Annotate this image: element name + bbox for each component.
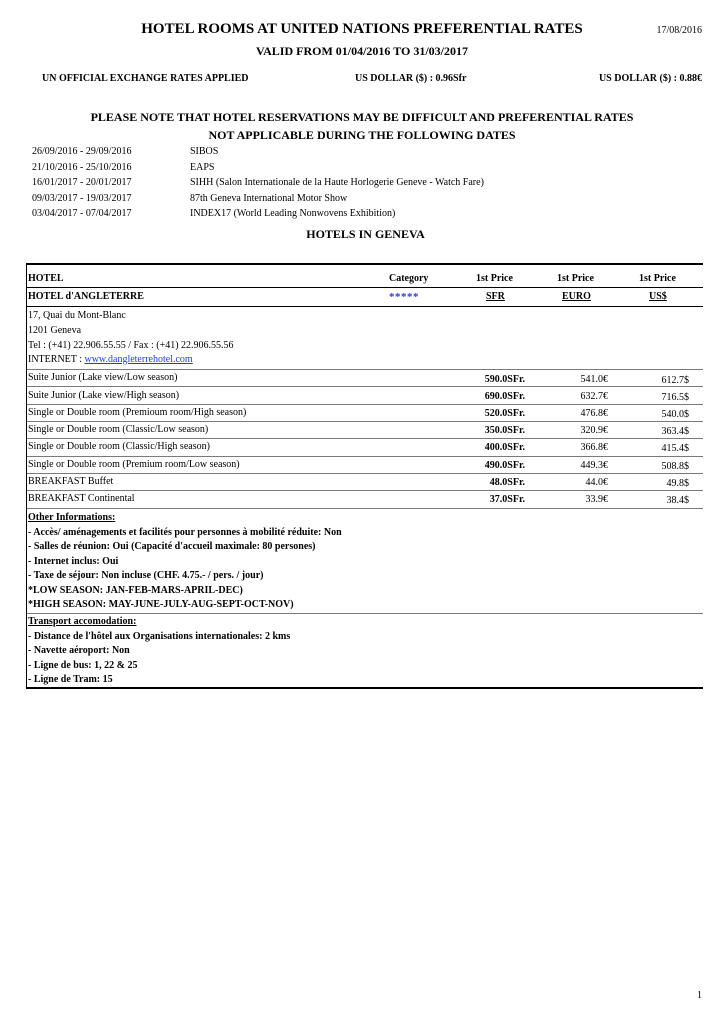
hotel-divider bbox=[27, 306, 703, 307]
room-price-usd: 540.0$ bbox=[661, 409, 689, 420]
room-price-usd: 363.4$ bbox=[661, 426, 689, 437]
room-price-eur: 366.8€ bbox=[580, 442, 608, 453]
page-title: HOTEL ROOMS AT UNITED NATIONS PREFERENTIAL RATES bbox=[141, 21, 583, 37]
room-price-usd: 38.4$ bbox=[666, 495, 689, 506]
exchange-rate-eur: US DOLLAR ($) : 0.88€ bbox=[598, 73, 702, 84]
event-name: INDEX17 (World Leading Nonwovens Exhibition) bbox=[190, 208, 396, 219]
room-price-eur: 449.3€ bbox=[580, 460, 608, 471]
transport-line: - Distance de l'hôtel aux Organisations internationales: 2 kms bbox=[28, 631, 291, 642]
room-price-sfr: 590.0SFr. bbox=[484, 374, 525, 385]
room-price-sfr: 490.0SFr. bbox=[484, 460, 525, 471]
room-price-sfr: 690.0SFr. bbox=[484, 391, 525, 402]
room-price-usd: 508.8$ bbox=[661, 461, 689, 472]
room-name: Single or Double room (Premium room/Low season) bbox=[28, 459, 240, 470]
notice-line-2: NOT APPLICABLE DURING THE FOLLOWING DATES bbox=[208, 128, 516, 142]
room-price-usd: 415.4$ bbox=[661, 443, 689, 454]
transport-heading: Transport accomodation: bbox=[28, 616, 137, 627]
room-name: Single or Double room (Classic/High season) bbox=[28, 441, 210, 452]
col-header-price-euro: 1st Price bbox=[557, 273, 594, 284]
room-price-usd: 716.5$ bbox=[661, 392, 689, 403]
room-price-sfr: 400.0SFr. bbox=[484, 442, 525, 453]
room-name: BREAKFAST Buffet bbox=[28, 476, 114, 487]
room-price-sfr: 48.0SFr. bbox=[489, 477, 525, 488]
room-price-sfr: 350.0SFr. bbox=[484, 425, 525, 436]
room-name: Suite Junior (Lake view/High season) bbox=[28, 390, 180, 401]
event-dates: 03/04/2017 - 07/04/2017 bbox=[32, 208, 132, 219]
row-divider bbox=[27, 456, 703, 457]
hotel-phone: Tel : (+41) 22.906.55.55 / Fax : (+41) 22.906.55.56 bbox=[28, 340, 234, 351]
hotel-address-city: 1201 Geneva bbox=[28, 325, 82, 336]
other-info-line: - Salles de réunion: Oui (Capacité d'accueil maximale: 80 persones) bbox=[28, 541, 316, 552]
event-name: EAPS bbox=[190, 162, 215, 173]
row-divider bbox=[27, 490, 703, 491]
header-divider bbox=[27, 287, 703, 288]
col-header-hotel: HOTEL bbox=[28, 273, 64, 284]
notice-line-1: PLEASE NOTE THAT HOTEL RESERVATIONS MAY BE DIFFICULT AND PREFERENTIAL RATES bbox=[90, 110, 634, 124]
row-divider bbox=[27, 421, 703, 422]
transport-line: - Ligne de Tram: 15 bbox=[28, 674, 113, 685]
section-title: HOTELS IN GENEVA bbox=[306, 227, 425, 241]
room-name: Suite Junior (Lake view/Low season) bbox=[28, 372, 178, 383]
room-price-usd: 49.8$ bbox=[666, 478, 689, 489]
event-name: 87th Geneva International Motor Show bbox=[190, 193, 348, 204]
page-number: 1 bbox=[697, 990, 702, 1001]
hotel-category-stars: ***** bbox=[389, 291, 419, 303]
row-divider bbox=[27, 438, 703, 439]
currency-sfr: SFR bbox=[486, 291, 505, 302]
internet-label: INTERNET : bbox=[28, 354, 85, 365]
row-divider bbox=[27, 473, 703, 474]
room-price-usd: 612.7$ bbox=[661, 375, 689, 386]
room-price-eur: 541.0€ bbox=[580, 374, 608, 385]
low-season-note: *LOW SEASON: JAN-FEB-MARS-APRIL-DEC) bbox=[28, 585, 243, 596]
event-dates: 26/09/2016 - 29/09/2016 bbox=[32, 146, 132, 157]
row-divider bbox=[27, 386, 703, 387]
event-name: SIBOS bbox=[190, 146, 219, 157]
room-name: Single or Double room (Premioum room/High season) bbox=[28, 407, 247, 418]
room-name: Single or Double room (Classic/Low season) bbox=[28, 424, 209, 435]
hotel-website-link[interactable]: www.dangleterrehotel.com bbox=[84, 354, 193, 365]
exchange-label: UN OFFICIAL EXCHANGE RATES APPLIED bbox=[42, 73, 249, 84]
room-price-eur: 320.9€ bbox=[580, 425, 608, 436]
other-info-line: - Accès/ aménagements et facilités pour personnes à mobilité réduite: Non bbox=[28, 527, 342, 538]
table-bottom-rule bbox=[26, 687, 703, 689]
document-date: 17/08/2016 bbox=[656, 25, 702, 36]
event-name: SIHH (Salon Internationale de la Haute Horlogerie Geneve - Watch Fare) bbox=[190, 177, 484, 188]
currency-usd: US$ bbox=[649, 291, 667, 302]
other-info-heading: Other Informations: bbox=[28, 512, 116, 523]
room-price-eur: 476.8€ bbox=[580, 408, 608, 419]
event-dates: 09/03/2017 - 19/03/2017 bbox=[32, 193, 132, 204]
col-header-category: Category bbox=[389, 273, 429, 284]
transport-line: - Navette aéroport: Non bbox=[28, 645, 130, 656]
row-divider bbox=[27, 613, 703, 614]
room-price-eur: 44.0€ bbox=[585, 477, 608, 488]
row-divider bbox=[27, 369, 703, 370]
hotel-name: HOTEL d'ANGLETERRE bbox=[28, 291, 144, 302]
row-divider bbox=[27, 404, 703, 405]
room-price-sfr: 37.0SFr. bbox=[489, 494, 525, 505]
hotel-internet bbox=[28, 354, 193, 365]
table-top-rule bbox=[26, 263, 703, 265]
other-info-line: - Internet inclus: Oui bbox=[28, 556, 119, 567]
table-left-border bbox=[26, 263, 27, 689]
event-dates: 21/10/2016 - 25/10/2016 bbox=[32, 162, 132, 173]
currency-euro: EURO bbox=[562, 291, 591, 302]
room-price-eur: 632.7€ bbox=[580, 391, 608, 402]
other-info-line: - Taxe de séjour: Non incluse (CHF. 4.75.- / pers. / jour) bbox=[28, 570, 264, 581]
validity-period: VALID FROM 01/04/2016 TO 31/03/2017 bbox=[255, 44, 469, 58]
row-divider bbox=[27, 508, 703, 509]
room-name: BREAKFAST Continental bbox=[28, 493, 135, 504]
transport-line: - Ligne de bus: 1, 22 & 25 bbox=[28, 660, 138, 671]
hotel-address-street: 17, Quai du Mont-Blanc bbox=[28, 310, 126, 321]
event-dates: 16/01/2017 - 20/01/2017 bbox=[32, 177, 132, 188]
col-header-price-sfr: 1st Price bbox=[476, 273, 513, 284]
exchange-rate-chf: US DOLLAR ($) : 0.96Sfr bbox=[355, 73, 467, 84]
room-price-eur: 33.9€ bbox=[585, 494, 608, 505]
room-price-sfr: 520.0SFr. bbox=[484, 408, 525, 419]
col-header-price-usd: 1st Price bbox=[639, 273, 676, 284]
high-season-note: *HIGH SEASON: MAY-JUNE-JULY-AUG-SEPT-OCT-NOV) bbox=[28, 599, 294, 610]
